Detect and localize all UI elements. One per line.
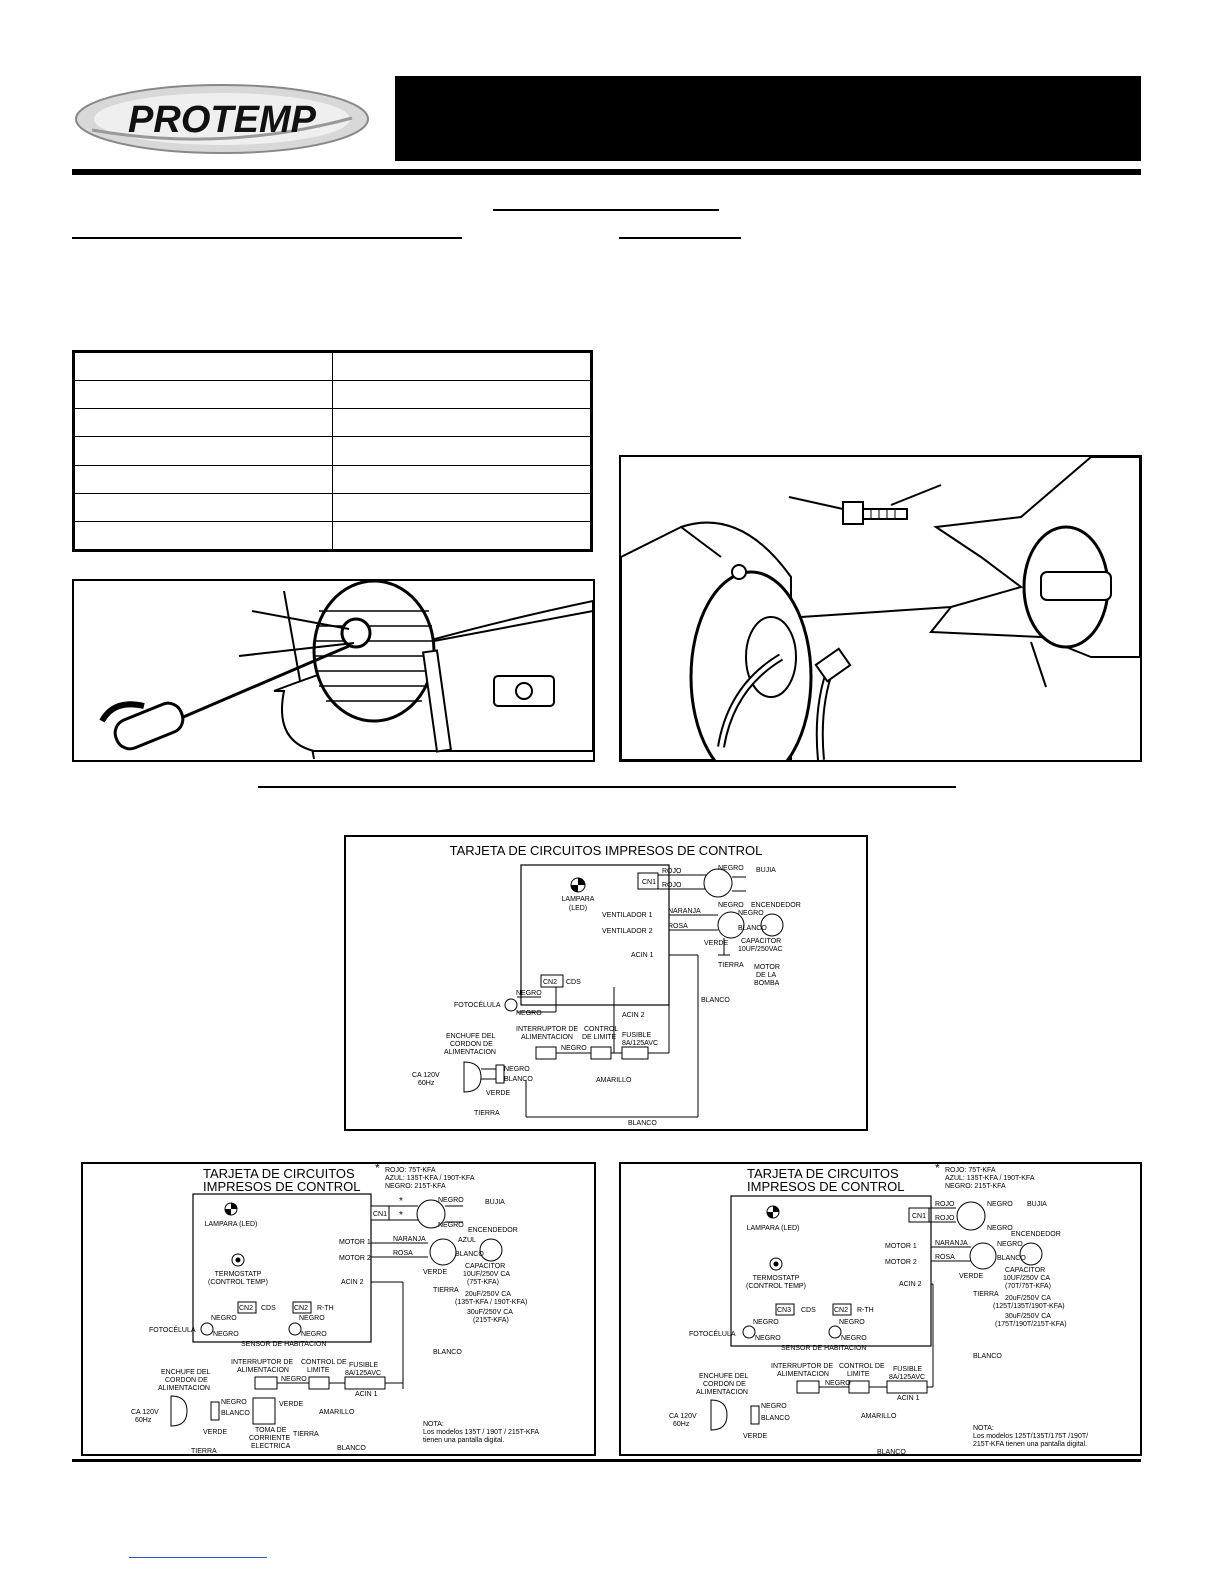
- svg-text:FOTOCÉLULA: FOTOCÉLULA: [454, 1002, 501, 1009]
- svg-text:ENCHUFE DEL: ENCHUFE DEL: [699, 1373, 749, 1380]
- diagram-title: TARJETA DE CIRCUITOS IMPRESOS DE CONTROL: [449, 843, 763, 858]
- svg-text:TIERRA: TIERRA: [474, 1110, 500, 1117]
- svg-text:CORDON DE: CORDON DE: [450, 1041, 493, 1048]
- svg-text:tienen una pantalla digital.: tienen una pantalla digital.: [423, 1437, 505, 1444]
- svg-text:ALIMENTACION: ALIMENTACION: [158, 1385, 210, 1392]
- svg-text:NARANJA: NARANJA: [935, 1240, 968, 1247]
- wiring-diagram-right: [619, 1162, 1142, 1456]
- svg-text:FUSIBLE: FUSIBLE: [349, 1362, 379, 1369]
- header-banner: [395, 76, 1141, 161]
- heater-screwdriver-figure: [72, 579, 595, 762]
- svg-text:CN2: CN2: [543, 979, 558, 986]
- svg-text:ACIN 2: ACIN 2: [899, 1281, 922, 1288]
- svg-text:NEGRO: NEGRO: [755, 1335, 781, 1342]
- svg-text:TARJETA DE CIRCUITOS: TARJETA DE CIRCUITOS: [203, 1166, 355, 1181]
- svg-text:CORRIENTE: CORRIENTE: [249, 1435, 291, 1442]
- svg-text:ROJO: 75T-KFA: ROJO: 75T-KFA: [385, 1167, 436, 1174]
- svg-text:MOTOR 2: MOTOR 2: [885, 1259, 917, 1266]
- svg-text:NEGRO: NEGRO: [761, 1403, 787, 1410]
- svg-text:ALIMENTACION: ALIMENTACION: [237, 1367, 289, 1374]
- svg-text:NOTA:: NOTA:: [423, 1421, 444, 1428]
- svg-text:*: *: [375, 1164, 380, 1175]
- svg-text:ROJO: ROJO: [935, 1215, 955, 1222]
- svg-text:ACIN 2: ACIN 2: [622, 1012, 645, 1019]
- header-rule: [72, 169, 1141, 175]
- svg-text:NEGRO: NEGRO: [299, 1315, 325, 1322]
- svg-text:AMARILLO: AMARILLO: [861, 1413, 897, 1420]
- burner-nozzle-figure: [619, 455, 1142, 762]
- svg-text:BLANCO: BLANCO: [761, 1415, 790, 1422]
- svg-text:CN1: CN1: [642, 879, 657, 886]
- svg-text:NEGRO: NEGRO: [987, 1201, 1013, 1208]
- logo-text: PROTEMP: [128, 99, 316, 141]
- svg-text:Los modelos 125T/135T/175T /19: Los modelos 125T/135T/175T /190T/: [973, 1433, 1089, 1440]
- wiring-heading-line: [258, 786, 956, 788]
- svg-text:LIMITE: LIMITE: [847, 1371, 870, 1378]
- svg-text:CORDON DE: CORDON DE: [703, 1381, 746, 1388]
- svg-text:NARANJA: NARANJA: [393, 1236, 426, 1243]
- svg-text:ROSA: ROSA: [393, 1250, 413, 1257]
- svg-text:Los modelos 135T / 190T / 215T: Los modelos 135T / 190T / 215T-KFA: [423, 1429, 540, 1436]
- svg-text:LAMPARA (LED): LAMPARA (LED): [204, 1221, 258, 1228]
- svg-text:(70T/75T-KFA): (70T/75T-KFA): [1005, 1283, 1051, 1290]
- svg-text:NEGRO: NEGRO: [516, 1010, 542, 1017]
- svg-text:FOTOCÉLULA: FOTOCÉLULA: [689, 1331, 736, 1338]
- svg-text:ACIN 1: ACIN 1: [631, 952, 654, 959]
- svg-text:BOMBA: BOMBA: [754, 980, 780, 987]
- svg-text:CAPACITOR: CAPACITOR: [741, 938, 782, 945]
- svg-text:(215T-KFA): (215T-KFA): [473, 1317, 509, 1324]
- svg-text:(125T/135T/190T-KFA): (125T/135T/190T-KFA): [993, 1303, 1065, 1310]
- brand-logo: [72, 78, 372, 160]
- svg-text:BUJIA: BUJIA: [485, 1199, 505, 1206]
- svg-text:BLANCO: BLANCO: [701, 997, 730, 1004]
- svg-text:20uF/250V CA: 20uF/250V CA: [1005, 1295, 1051, 1302]
- svg-text:(135T-KFA / 190T-KFA): (135T-KFA / 190T-KFA): [455, 1299, 528, 1306]
- svg-text:ROJO: 75T-KFA: ROJO: 75T-KFA: [945, 1167, 996, 1174]
- svg-text:TERMOSTATP: TERMOSTATP: [752, 1275, 800, 1282]
- svg-text:(75T-KFA): (75T-KFA): [467, 1279, 499, 1286]
- svg-text:AZUL: AZUL: [458, 1237, 476, 1244]
- svg-text:TIERRA: TIERRA: [433, 1287, 459, 1294]
- svg-text:CN3: CN3: [777, 1307, 792, 1314]
- svg-text:R-TH: R-TH: [317, 1305, 334, 1312]
- svg-text:IMPRESOS DE CONTROL: IMPRESOS DE CONTROL: [747, 1179, 905, 1194]
- svg-text:CN1: CN1: [373, 1211, 388, 1218]
- svg-text:ENCENDEDOR: ENCENDEDOR: [468, 1227, 518, 1234]
- svg-text:(LED): (LED): [568, 905, 588, 912]
- svg-text:ALIMENTACION: ALIMENTACION: [777, 1371, 829, 1378]
- svg-text:BLANCO: BLANCO: [738, 925, 767, 932]
- svg-text:R-TH: R-TH: [857, 1307, 874, 1314]
- svg-text:NEGRO: NEGRO: [438, 1222, 464, 1229]
- left-heading-line: [72, 237, 462, 239]
- svg-text:NEGRO: NEGRO: [438, 1197, 464, 1204]
- svg-text:VENTILADOR 2: VENTILADOR 2: [602, 928, 653, 935]
- svg-text:CDS: CDS: [801, 1307, 816, 1314]
- svg-text:NEGRO: NEGRO: [516, 990, 542, 997]
- svg-text:30uF/250V CA: 30uF/250V CA: [467, 1309, 513, 1316]
- svg-text:CAPACITOR: CAPACITOR: [465, 1263, 506, 1270]
- svg-text:10UF/250V CA: 10UF/250V CA: [463, 1271, 511, 1278]
- svg-text:SENSOR DE HABITACION: SENSOR DE HABITACION: [781, 1345, 867, 1352]
- svg-text:BLANCO: BLANCO: [877, 1449, 906, 1454]
- svg-text:*: *: [935, 1164, 940, 1175]
- svg-text:NEGRO: NEGRO: [718, 865, 744, 872]
- svg-text:BUJIA: BUJIA: [756, 867, 776, 874]
- svg-text:ROSA: ROSA: [935, 1254, 955, 1261]
- svg-text:NEGRO: NEGRO: [211, 1315, 237, 1322]
- svg-text:NEGRO: NEGRO: [213, 1331, 239, 1338]
- svg-text:NEGRO: NEGRO: [281, 1376, 307, 1383]
- svg-text:20uF/250V CA: 20uF/250V CA: [465, 1291, 511, 1298]
- svg-text:ROSA: ROSA: [668, 923, 688, 930]
- svg-text:TIERRA: TIERRA: [718, 962, 744, 969]
- svg-text:MOTOR: MOTOR: [754, 964, 780, 971]
- svg-text:NEGRO: NEGRO: [221, 1399, 247, 1406]
- svg-text:CN1: CN1: [912, 1213, 927, 1220]
- svg-text:BLANCO: BLANCO: [973, 1353, 1002, 1360]
- section-heading-line: [493, 209, 719, 211]
- svg-text:8A/125AVC: 8A/125AVC: [622, 1040, 659, 1047]
- svg-text:NEGRO: NEGRO: [301, 1331, 327, 1338]
- svg-text:TIERRA: TIERRA: [293, 1431, 319, 1438]
- svg-text:60Hz: 60Hz: [135, 1417, 152, 1424]
- svg-text:(CONTROL TEMP): (CONTROL TEMP): [746, 1283, 806, 1290]
- svg-text:215T-KFA tienen una pantalla d: 215T-KFA tienen una pantalla digital.: [973, 1441, 1088, 1448]
- svg-text:MOTOR 1: MOTOR 1: [339, 1239, 371, 1246]
- svg-text:ALIMENTACION: ALIMENTACION: [521, 1034, 573, 1041]
- svg-text:CA 120V: CA 120V: [412, 1072, 440, 1079]
- svg-text:CAPACITOR: CAPACITOR: [1005, 1267, 1046, 1274]
- svg-text:10UF/250VAC: 10UF/250VAC: [738, 946, 783, 953]
- svg-text:VERDE: VERDE: [486, 1090, 511, 1097]
- svg-text:ROJO: ROJO: [662, 868, 682, 875]
- svg-text:INTERRUPTOR DE: INTERRUPTOR DE: [516, 1026, 579, 1033]
- svg-text:NEGRO: NEGRO: [839, 1319, 865, 1326]
- svg-text:CDS: CDS: [261, 1305, 276, 1312]
- svg-text:ALIMENTACION: ALIMENTACION: [444, 1049, 496, 1056]
- svg-text:BLANCO: BLANCO: [997, 1255, 1026, 1262]
- footer-link-underline[interactable]: [129, 1557, 267, 1558]
- svg-text:NEGRO: NEGRO: [825, 1380, 851, 1387]
- svg-text:10UF/250V CA: 10UF/250V CA: [1003, 1275, 1051, 1282]
- svg-text:NEGRO: 215T-KFA: NEGRO: 215T-KFA: [945, 1183, 1006, 1190]
- svg-text:CA 120V: CA 120V: [131, 1409, 159, 1416]
- svg-text:INTERRUPTOR DE: INTERRUPTOR DE: [771, 1363, 834, 1370]
- svg-text:ALIMENTACION: ALIMENTACION: [696, 1389, 748, 1396]
- svg-text:CN2: CN2: [294, 1305, 309, 1312]
- svg-text:VERDE: VERDE: [959, 1273, 984, 1280]
- svg-text:NARANJA: NARANJA: [668, 908, 701, 915]
- nozzle-icon: [843, 502, 907, 524]
- svg-text:MOTOR 1: MOTOR 1: [885, 1243, 917, 1250]
- svg-text:60Hz: 60Hz: [418, 1080, 435, 1087]
- svg-text:MOTOR 2: MOTOR 2: [339, 1255, 371, 1262]
- svg-text:ACIN 1: ACIN 1: [355, 1391, 378, 1398]
- svg-text:ROJO: ROJO: [662, 882, 682, 889]
- svg-text:TIERRA: TIERRA: [191, 1448, 217, 1454]
- svg-text:CONTROL DE: CONTROL DE: [839, 1363, 885, 1370]
- svg-text:TERMOSTATP: TERMOSTATP: [214, 1271, 262, 1278]
- svg-text:NEGRO: NEGRO: [987, 1225, 1013, 1232]
- svg-text:60Hz: 60Hz: [673, 1421, 690, 1428]
- svg-text:NEGRO: NEGRO: [718, 902, 744, 909]
- svg-text:NEGRO: NEGRO: [997, 1241, 1023, 1248]
- svg-text:INTERRUPTOR DE: INTERRUPTOR DE: [231, 1359, 294, 1366]
- svg-text:CN2: CN2: [834, 1307, 849, 1314]
- svg-text:VERDE: VERDE: [743, 1433, 768, 1440]
- wiring-diagram-left: [81, 1162, 596, 1456]
- svg-text:DE LA: DE LA: [756, 972, 777, 979]
- svg-text:VENTILADOR 1: VENTILADOR 1: [602, 912, 653, 919]
- svg-text:NEGRO: NEGRO: [738, 910, 764, 917]
- svg-text:ROJO: ROJO: [935, 1201, 955, 1208]
- wiring-diagram-top: [344, 835, 868, 1131]
- svg-text:AZUL: 135T-KFA / 190T-KFA: AZUL: 135T-KFA / 190T-KFA: [945, 1175, 1035, 1182]
- svg-text:CORDON DE: CORDON DE: [165, 1377, 208, 1384]
- svg-text:BUJIA: BUJIA: [1027, 1201, 1047, 1208]
- svg-text:NEGRO: NEGRO: [504, 1066, 530, 1073]
- svg-text:(175T/190T/215T-KFA): (175T/190T/215T-KFA): [995, 1321, 1067, 1328]
- svg-text:CDS: CDS: [566, 979, 581, 986]
- svg-text:NEGRO: 215T-KFA: NEGRO: 215T-KFA: [385, 1183, 446, 1190]
- svg-text:DE LIMITE: DE LIMITE: [582, 1034, 617, 1041]
- svg-text:BLANCO: BLANCO: [455, 1251, 484, 1258]
- svg-text:FUSIBLE: FUSIBLE: [622, 1032, 652, 1039]
- right-heading-line: [619, 237, 741, 239]
- svg-text:BLANCO: BLANCO: [504, 1076, 533, 1083]
- svg-text:LAMPARA (LED): LAMPARA (LED): [746, 1225, 800, 1232]
- svg-text:BLANCO: BLANCO: [628, 1120, 657, 1127]
- svg-text:ENCENDEDOR: ENCENDEDOR: [1011, 1231, 1061, 1238]
- svg-text:NEGRO: NEGRO: [561, 1045, 587, 1052]
- svg-text:AMARILLO: AMARILLO: [596, 1077, 632, 1084]
- svg-text:FUSIBLE: FUSIBLE: [893, 1366, 923, 1373]
- svg-text:BLANCO: BLANCO: [337, 1445, 366, 1452]
- svg-text:30uF/250V CA: 30uF/250V CA: [1005, 1313, 1051, 1320]
- footer-rule: [72, 1459, 1141, 1462]
- svg-text:LAMPARA: LAMPARA: [561, 896, 595, 903]
- svg-text:*: *: [399, 1196, 403, 1207]
- svg-text:TIERRA: TIERRA: [973, 1291, 999, 1298]
- svg-text:TOMA DE: TOMA DE: [255, 1427, 287, 1434]
- svg-text:ACIN 2: ACIN 2: [341, 1279, 364, 1286]
- svg-text:VERDE: VERDE: [203, 1429, 228, 1436]
- svg-text:NEGRO: NEGRO: [753, 1319, 779, 1326]
- svg-text:ACIN 1: ACIN 1: [897, 1395, 920, 1402]
- svg-text:8A/125AVC: 8A/125AVC: [345, 1370, 382, 1377]
- svg-text:*: *: [399, 1210, 403, 1221]
- svg-text:ENCHUFE DEL: ENCHUFE DEL: [161, 1369, 211, 1376]
- svg-text:CONTROL DE: CONTROL DE: [301, 1359, 347, 1366]
- svg-text:TARJETA DE CIRCUITOS: TARJETA DE CIRCUITOS: [747, 1166, 899, 1181]
- svg-text:(CONTROL TEMP): (CONTROL TEMP): [208, 1279, 268, 1286]
- svg-text:CN2: CN2: [239, 1305, 254, 1312]
- svg-text:SENSOR DE HABITACION: SENSOR DE HABITACION: [241, 1341, 327, 1348]
- svg-text:BLANCO: BLANCO: [221, 1410, 250, 1417]
- svg-text:VERDE: VERDE: [704, 940, 729, 947]
- svg-text:VERDE: VERDE: [279, 1401, 304, 1408]
- svg-text:ELECTRICA: ELECTRICA: [251, 1443, 291, 1450]
- svg-text:FOTOCÉLULA: FOTOCÉLULA: [149, 1327, 196, 1334]
- svg-text:VERDE: VERDE: [423, 1269, 448, 1276]
- svg-text:8A/125AVC: 8A/125AVC: [889, 1374, 926, 1381]
- svg-text:IMPRESOS DE CONTROL: IMPRESOS DE CONTROL: [203, 1179, 361, 1194]
- svg-text:LIMITE: LIMITE: [307, 1367, 330, 1374]
- svg-text:ENCHUFE DEL: ENCHUFE DEL: [446, 1033, 496, 1040]
- svg-text:NOTA:: NOTA:: [973, 1425, 994, 1432]
- spec-table: [72, 350, 593, 552]
- svg-text:BLANCO: BLANCO: [433, 1349, 462, 1356]
- svg-text:AMARILLO: AMARILLO: [319, 1409, 355, 1416]
- svg-text:NEGRO: NEGRO: [841, 1335, 867, 1342]
- svg-text:AZUL: 135T-KFA / 190T-KFA: AZUL: 135T-KFA / 190T-KFA: [385, 1175, 475, 1182]
- svg-text:ENCENDEDOR: ENCENDEDOR: [751, 902, 801, 909]
- svg-text:CA 120V: CA 120V: [669, 1413, 697, 1420]
- svg-text:CONTROL: CONTROL: [584, 1026, 619, 1033]
